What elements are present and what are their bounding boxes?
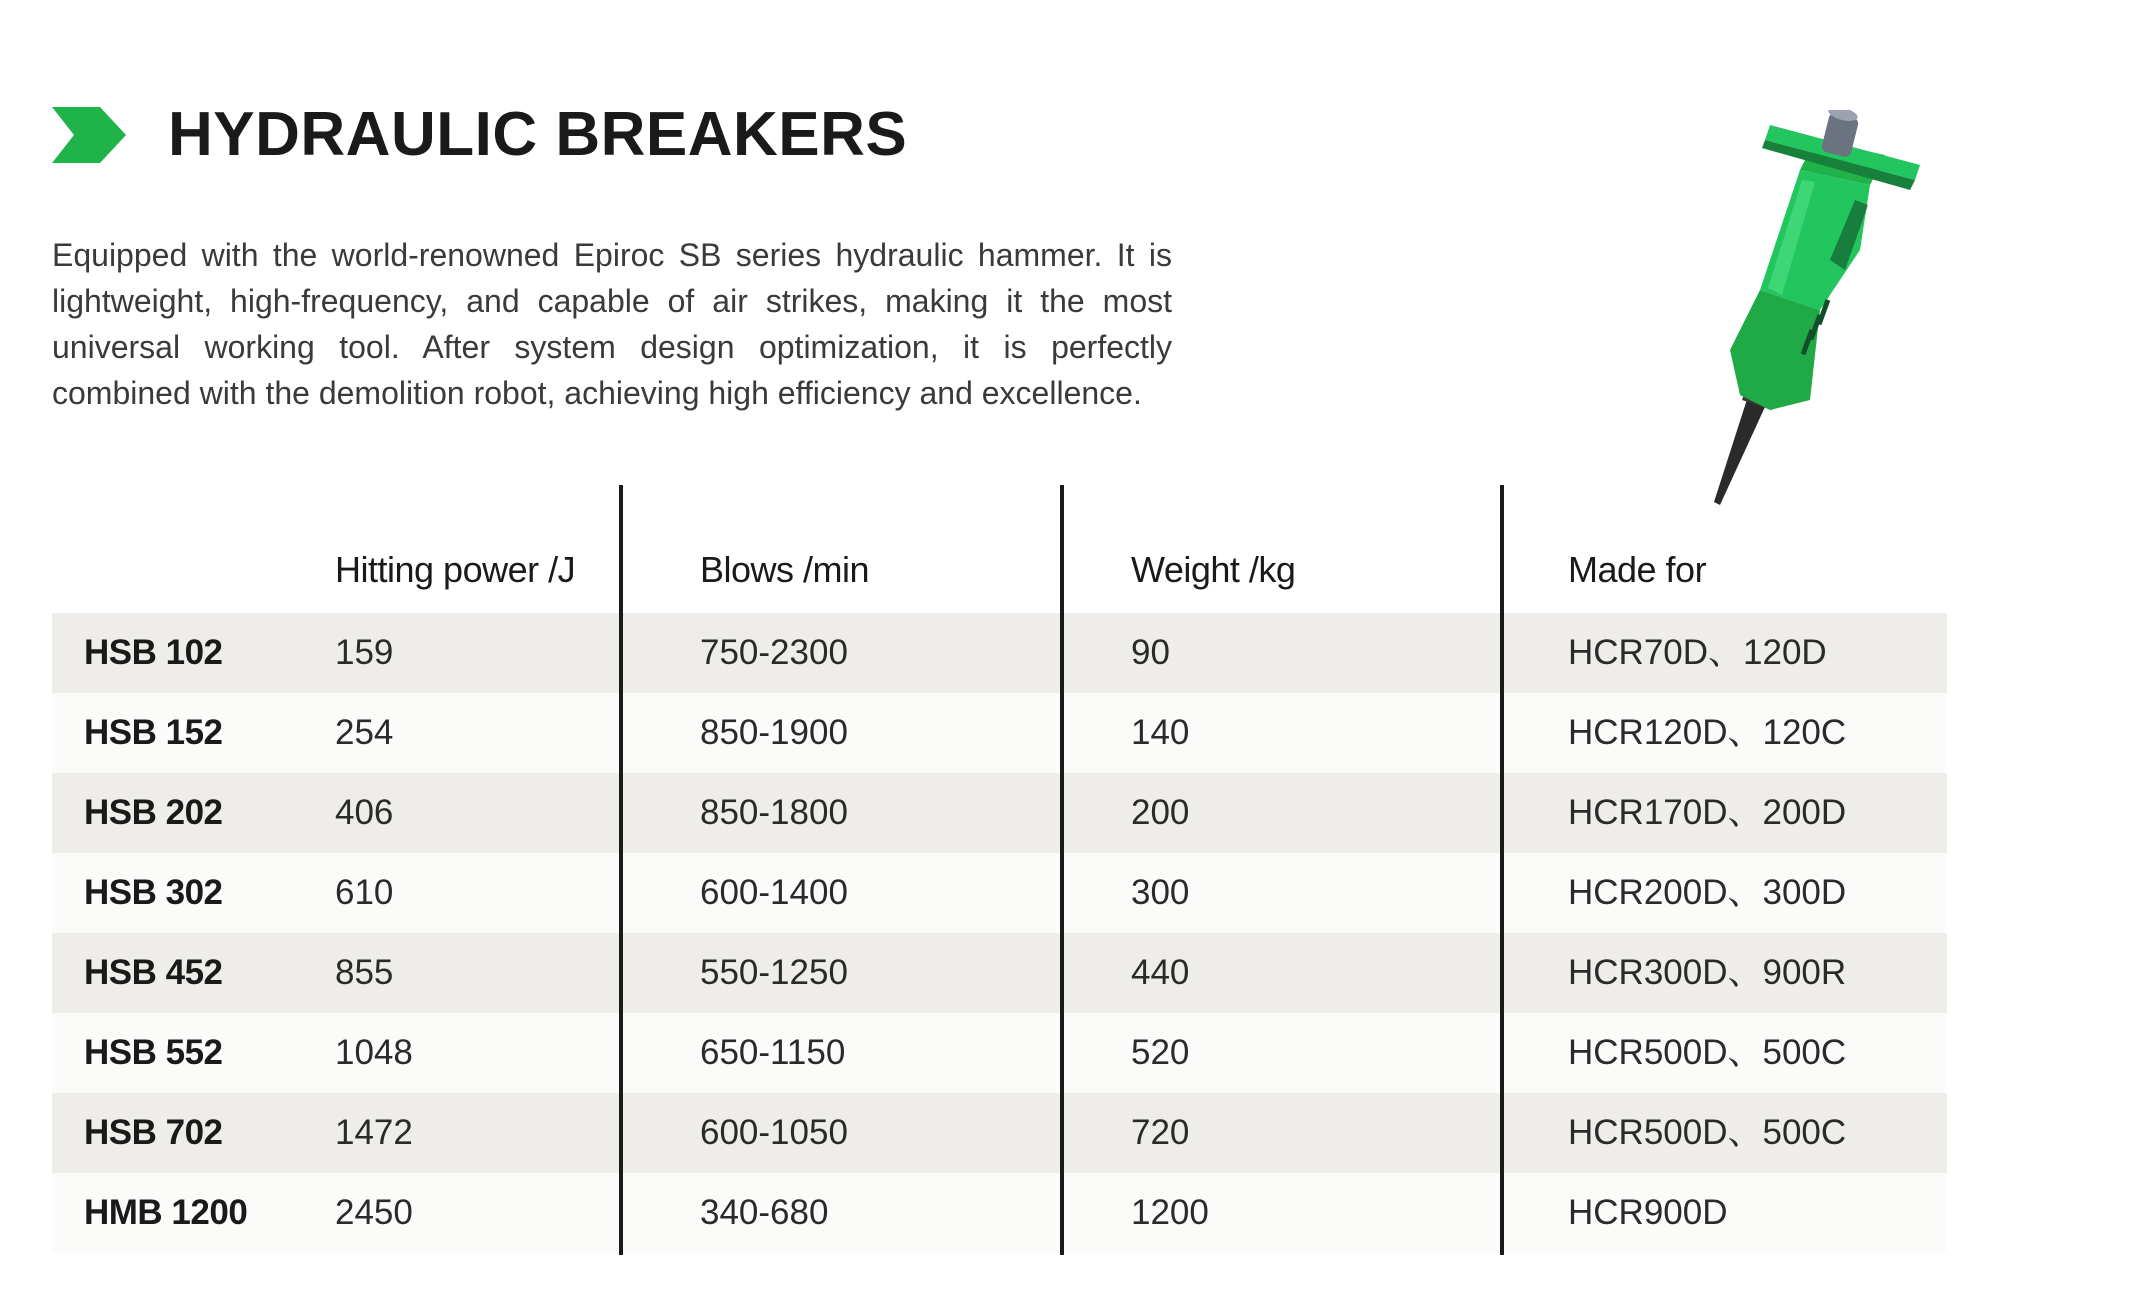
weight-cell: 140 xyxy=(1131,713,1190,752)
table-row xyxy=(52,933,1947,1013)
model-cell: HSB 452 xyxy=(84,953,223,992)
weight-cell: 300 xyxy=(1131,873,1190,912)
model-cell: HSB 152 xyxy=(84,713,223,752)
blows-cell: 850-1900 xyxy=(700,713,848,752)
hitting-power-cell: 159 xyxy=(335,633,394,672)
blows-cell: 340-680 xyxy=(700,1193,829,1232)
blows-cell: 750-2300 xyxy=(700,633,848,672)
chevron-right-icon xyxy=(52,107,126,163)
weight-cell: 90 xyxy=(1131,633,1170,672)
weight-cell: 200 xyxy=(1131,793,1190,832)
model-cell: HSB 302 xyxy=(84,873,223,912)
column-header-made-for: Made for xyxy=(1568,549,1707,590)
page-header xyxy=(52,100,907,170)
hitting-power-cell: 1472 xyxy=(335,1113,413,1152)
blows-cell: 600-1050 xyxy=(700,1113,848,1152)
table-row xyxy=(52,1173,1947,1253)
made-for-cell: HCR300D、900R xyxy=(1568,953,1847,992)
hitting-power-cell: 2450 xyxy=(335,1193,413,1232)
table-header xyxy=(52,540,1947,600)
blows-cell: 850-1800 xyxy=(700,793,848,832)
table-row xyxy=(52,773,1947,853)
made-for-cell: HCR500D、500C xyxy=(1568,1033,1847,1072)
model-cell: HSB 102 xyxy=(84,633,223,672)
hitting-power-cell: 406 xyxy=(335,793,394,832)
blows-cell: 600-1400 xyxy=(700,873,848,912)
column-header-weight: Weight /kg xyxy=(1131,549,1296,590)
hitting-power-cell: 1048 xyxy=(335,1033,413,1072)
hitting-power-cell: 855 xyxy=(335,953,394,992)
weight-cell: 1200 xyxy=(1131,1193,1209,1232)
column-header-hitting-power: Hitting power /J xyxy=(335,549,576,590)
made-for-cell: HCR120D、120C xyxy=(1568,713,1847,752)
hitting-power-cell: 254 xyxy=(335,713,394,752)
product-description: Equipped with the world-renowned Epiroc SB series hydraulic hammer. It is lightweight, high-frequency, and capable of air strikes, making it the most universal working tool. After system design optimization, it is perfectly combined with the demolition robot, achieving high efficiency and excellence. xyxy=(52,237,1172,411)
model-cell: HMB 1200 xyxy=(84,1193,248,1232)
blows-cell: 650-1150 xyxy=(700,1033,846,1072)
weight-cell: 720 xyxy=(1131,1113,1190,1152)
blows-cell: 550-1250 xyxy=(700,953,848,992)
made-for-cell: HCR170D、200D xyxy=(1568,793,1847,832)
column-divider xyxy=(1060,485,1064,1255)
made-for-cell: HCR500D、500C xyxy=(1568,1113,1847,1152)
model-cell: HSB 202 xyxy=(84,793,223,832)
column-divider xyxy=(619,485,623,1255)
column-header-blows: Blows /min xyxy=(700,549,870,590)
column-divider xyxy=(1500,485,1504,1255)
model-cell: HSB 552 xyxy=(84,1033,223,1072)
table-row xyxy=(52,1013,1947,1093)
page-title: HYDRAULIC BREAKERS xyxy=(168,100,908,169)
hydraulic-breaker-illustration xyxy=(1690,110,1950,510)
hitting-power-cell: 610 xyxy=(335,873,394,912)
table-row xyxy=(52,853,1947,933)
spec-table xyxy=(52,485,1947,1255)
table-row xyxy=(52,613,1947,693)
made-for-cell: HCR900D xyxy=(1568,1193,1728,1232)
made-for-cell: HCR200D、300D xyxy=(1568,873,1847,912)
made-for-cell: HCR70D、120D xyxy=(1568,633,1827,672)
table-row xyxy=(52,1093,1947,1173)
model-cell: HSB 702 xyxy=(84,1113,223,1152)
table-row xyxy=(52,693,1947,773)
weight-cell: 520 xyxy=(1131,1033,1190,1072)
weight-cell: 440 xyxy=(1131,953,1190,992)
